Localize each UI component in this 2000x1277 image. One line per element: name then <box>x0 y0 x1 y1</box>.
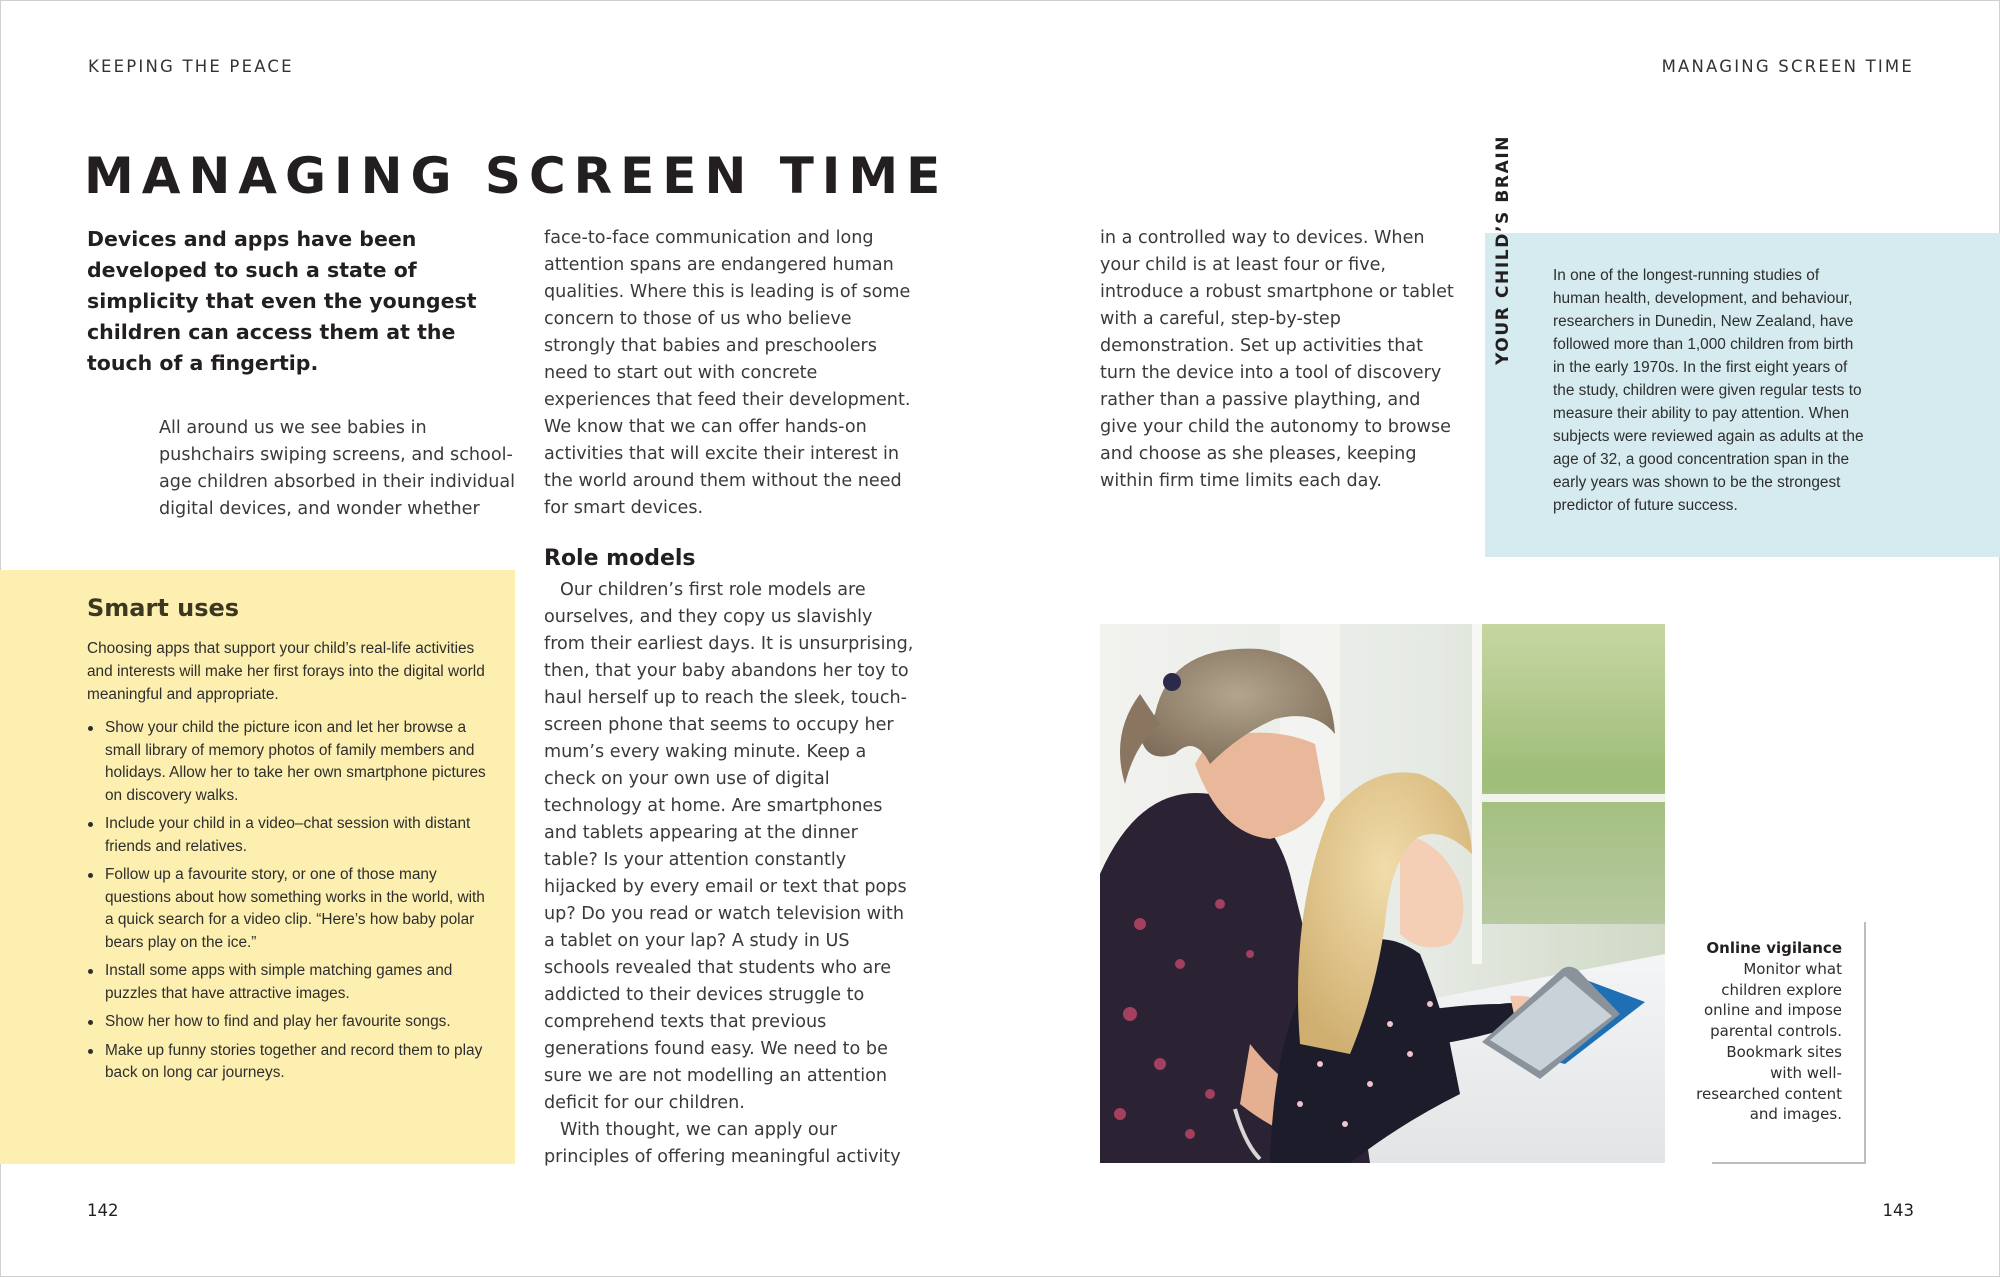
page-title: MANAGING SCREEN TIME <box>84 147 949 205</box>
smart-uses-intro: Choosing apps that support your child’s real-life activities and interests will make her first forays into the digital world meaningful and appropriate. <box>87 640 485 703</box>
list-item <box>87 1011 487 1034</box>
photo-caption <box>1690 938 1842 1125</box>
caption-title: Online vigilance <box>1706 939 1842 957</box>
intro-paragraph: Devices and apps have been developed to such a state of simplicity that even the youngest children can access them at the touch of a fingertip. <box>87 227 477 375</box>
window-bar <box>1480 794 1665 802</box>
bullet-icon <box>88 1049 93 1054</box>
list-item <box>87 717 487 807</box>
window-garden <box>1480 624 1665 924</box>
smart-uses-list <box>87 717 487 1091</box>
list-item-text: Show her how to find and play her favourite songs. <box>105 1013 451 1030</box>
page-number-left: 142 <box>87 1201 119 1220</box>
role-models-paragraph-1: Our children’s first role models are ourselves, and they copy us slavishly from their earliest days. It is unsurprising, then, that your baby abandons her toy to haul herself up to reach the sleek, touch-screen phone that seems to occupy her mum’s every waking minute. Keep a check on your own use of digital technology at home. Are smartphones and tablets appearing at the dinner table? Is your attention constantly hijacked by every email or text that pops up? Do you read or watch television with a tablet on your lap? A study in US schools revealed that students who are addicted to their devices struggle to comprehend texts that previous generations found easy. We need to be sure we are not modelling an attention deficit for our children. <box>544 580 914 1113</box>
running-head-right: MANAGING SCREEN TIME <box>1661 57 1914 76</box>
list-item-text: Install some apps with simple matching games and puzzles that have attractive images. <box>105 962 453 1002</box>
photo-mother-child-tablet <box>1100 624 1665 1163</box>
body-text-column-1: All around us we see babies in pushchairs swiping screens, and school-age children absorbed in their individual digital devices, and wonder whether <box>159 418 516 519</box>
role-models-text <box>544 577 916 1171</box>
running-head-left: KEEPING THE PEACE <box>88 57 294 76</box>
body-text-column-3: in a controlled way to devices. When your child is at least four or five, introduce a robust smartphone or tablet with a careful, step-by-step demonstration. Set up activities that turn the device into a tool of discovery rather than a passive plaything, and give your child the autonomy to browse and choose as she pleases, keeping within firm time limits each day. <box>1100 228 1454 491</box>
list-item <box>87 960 487 1005</box>
bullet-icon <box>88 1020 93 1025</box>
list-item <box>87 864 487 954</box>
bullet-icon <box>88 726 93 731</box>
list-item-text: Show your child the picture icon and let her browse a small library of memory photos of family members and holidays. Allow her to take her own smartphone pictures on discovery walks. <box>105 719 486 804</box>
role-models-paragraph-2: With thought, we can apply our principles of offering meaningful activity <box>544 1120 901 1167</box>
bullet-icon <box>88 822 93 827</box>
hair-tie <box>1163 673 1181 691</box>
bullet-icon <box>88 969 93 974</box>
your-childs-brain-label: YOUR CHILD’S BRAIN <box>1493 134 1513 365</box>
page-number-right: 143 <box>1882 1201 1914 1220</box>
list-item-text: Include your child in a video–chat session with distant friends and relatives. <box>105 815 471 855</box>
list-item <box>87 1040 487 1085</box>
bullet-icon <box>88 873 93 878</box>
body-text-column-2: face-to-face communication and long attention spans are endangered human qualities. Where this is leading is of some concern to those of us who believe strongly that babies and preschoolers need to start out with concrete experiences that feed their development. We know that we can offer hands-on activities that will excite their interest in the world around them without the need for smart devices. <box>544 228 911 518</box>
your-childs-brain-text: In one of the longest-running studies of human health, development, and behaviour, researchers in Dunedin, New Zealand, have followed more than 1,000 children from birth in the early 1970s. In the first eight years of the study, children were given regular tests to measure their ability to pay attention. When subjects were reviewed again as adults at the age of 32, a good concentration span in the early years was shown to be the strongest predictor of future success. <box>1553 267 1864 514</box>
caption-text: Monitor what children explore online and impose parental controls. Bookmark sites with well-researched content and images. <box>1696 959 1842 1124</box>
role-models-heading: Role models <box>544 546 696 571</box>
smart-uses-title: Smart uses <box>87 594 240 622</box>
list-item-text: Follow up a favourite story, or one of those many questions about how something works in the world, with a quick search for a video clip. “Here’s how baby polar bears play on the ice.” <box>105 866 485 951</box>
list-item <box>87 813 487 858</box>
list-item-text: Make up funny stories together and record them to play back on long car journeys. <box>105 1041 483 1081</box>
